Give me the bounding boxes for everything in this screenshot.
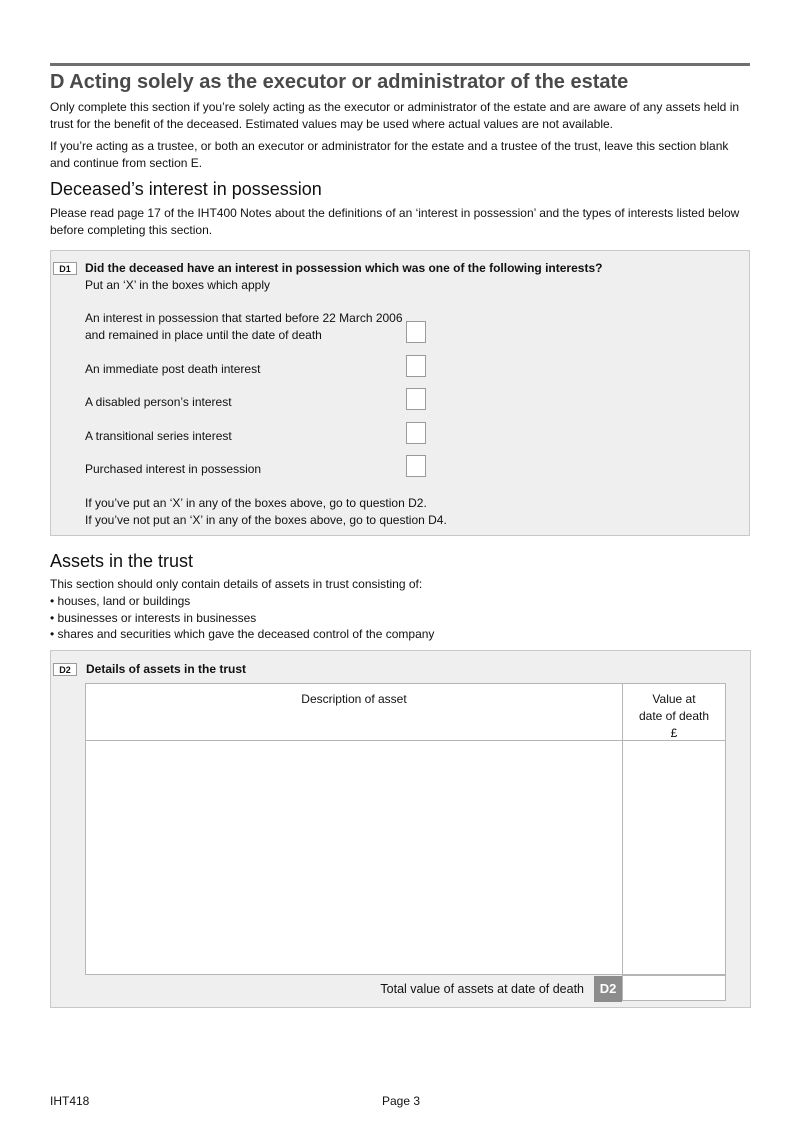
d2-title: Details of assets in the trust bbox=[86, 662, 247, 676]
section-top-rule bbox=[50, 63, 750, 66]
d2-col-value-header-line-2: date of death bbox=[638, 709, 710, 723]
section-title: D Acting solely as the executor or administrator of the estate bbox=[50, 71, 629, 93]
assets-bullet: • houses, land or buildings bbox=[50, 594, 191, 608]
d2-total-value-field[interactable] bbox=[622, 975, 726, 1001]
d1-option-2-label: An immediate post death interest bbox=[85, 362, 261, 376]
d2-col-value-header-line-1: Value at bbox=[652, 692, 696, 706]
section-intro-1: Only complete this section if you’re solely acting as the executor or administrator of the estate and are aware of any assets held in trust for the benefit of the deceased. Estimated values may be used where actual values are not available. bbox=[50, 100, 740, 131]
d1-option-2-checkbox[interactable] bbox=[406, 355, 426, 377]
d2-col-value-header-currency: £ bbox=[670, 726, 678, 740]
d2-total-label: Total value of assets at date of death bbox=[380, 982, 584, 996]
d1-option-5-checkbox[interactable] bbox=[406, 455, 426, 477]
footer-page-number: Page 3 bbox=[382, 1094, 421, 1108]
d1-note-2: If you’ve not put an ‘X’ in any of the boxes above, go to question D4. bbox=[85, 513, 447, 527]
assets-heading: Assets in the trust bbox=[50, 551, 194, 571]
d2-total-tag: D2 bbox=[594, 976, 622, 1002]
d1-option-4-label: A transitional series interest bbox=[85, 429, 232, 443]
d2-value-field[interactable] bbox=[624, 742, 724, 973]
d2-description-field[interactable] bbox=[87, 742, 621, 973]
section-intro-2: If you’re acting as a trustee, or both an executor or administrator for the estate and a trustee of the trust, leave this section blank and continue from section E. bbox=[50, 139, 729, 170]
interest-heading: Deceased’s interest in possession bbox=[50, 179, 322, 199]
d1-option-5-label: Purchased interest in possession bbox=[85, 462, 262, 476]
d1-option-3-checkbox[interactable] bbox=[406, 388, 426, 410]
assets-bullet: • shares and securities which gave the deceased control of the company bbox=[50, 627, 435, 641]
d1-note-1: If you’ve put an ‘X’ in any of the boxes above, go to question D2. bbox=[85, 496, 427, 510]
d2-col-description-header: Description of asset bbox=[301, 692, 407, 706]
d1-question: Did the deceased have an interest in possession which was one of the following interests? bbox=[85, 261, 603, 275]
footer-form-id: IHT418 bbox=[50, 1094, 90, 1108]
assets-intro: This section should only contain details of assets in trust consisting of: bbox=[50, 577, 423, 591]
d1-option-1-checkbox[interactable] bbox=[406, 321, 426, 343]
d1-instruction: Put an ‘X’ in the boxes which apply bbox=[85, 278, 270, 292]
d1-option-1-line-1: An interest in possession that started before 22 March 2006 bbox=[85, 311, 403, 325]
interest-intro: Please read page 17 of the IHT400 Notes about the definitions of an ‘interest in possession’ and the types of interests listed below before completing this section. bbox=[50, 206, 740, 237]
d1-option-1-line-2: and remained in place until the date of death bbox=[85, 328, 322, 342]
d2-number-box: D2 bbox=[53, 663, 77, 676]
d1-option-4-checkbox[interactable] bbox=[406, 422, 426, 444]
d1-number-box: D1 bbox=[53, 262, 77, 275]
d1-option-3-label: A disabled person’s interest bbox=[85, 395, 232, 409]
assets-bullet: • businesses or interests in businesses bbox=[50, 611, 257, 625]
